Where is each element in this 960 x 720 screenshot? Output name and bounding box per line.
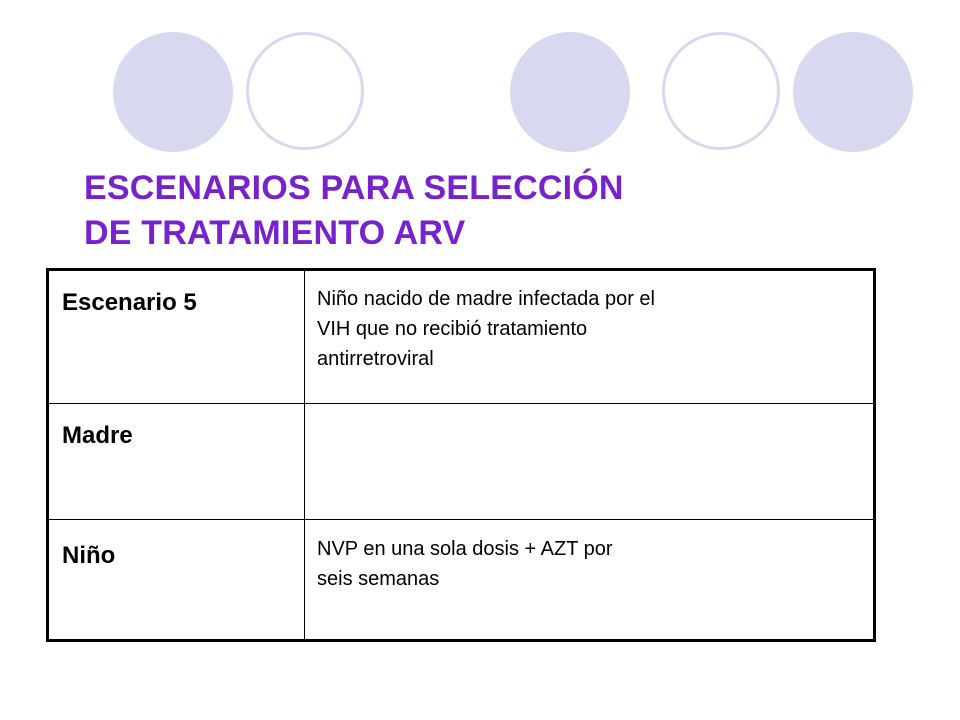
decorative-circle-1 xyxy=(113,32,233,152)
value-line: NVP en una sola dosis + AZT por xyxy=(317,538,613,560)
row-label-nino: Niño xyxy=(48,520,305,641)
row-value-nino xyxy=(305,520,875,641)
table-row-madre xyxy=(48,404,875,520)
row-value-madre xyxy=(305,404,875,520)
value-line: VIH que no recibió tratamiento xyxy=(317,318,588,340)
decorative-circle-4 xyxy=(662,32,780,150)
decorative-circle-2 xyxy=(246,32,364,150)
scenario-table xyxy=(46,268,876,642)
slide-title-line-1: ESCENARIOS PARA SELECCIÓN xyxy=(84,169,624,207)
decorative-circle-5 xyxy=(793,32,913,152)
row-value-escenario xyxy=(305,270,875,404)
row-label-madre: Madre xyxy=(48,404,305,520)
table-row-escenario xyxy=(48,270,875,404)
decorative-circle-3 xyxy=(510,32,630,152)
value-line: Niño nacido de madre infectada por el xyxy=(317,288,655,310)
value-line: antirretroviral xyxy=(317,348,434,370)
slide-title-line-2: DE TRATAMIENTO ARV xyxy=(84,214,466,252)
row-label-escenario: Escenario 5 xyxy=(48,270,305,404)
table-row-nino xyxy=(48,520,875,641)
slide-title xyxy=(84,166,844,256)
value-line: seis semanas xyxy=(317,568,440,590)
